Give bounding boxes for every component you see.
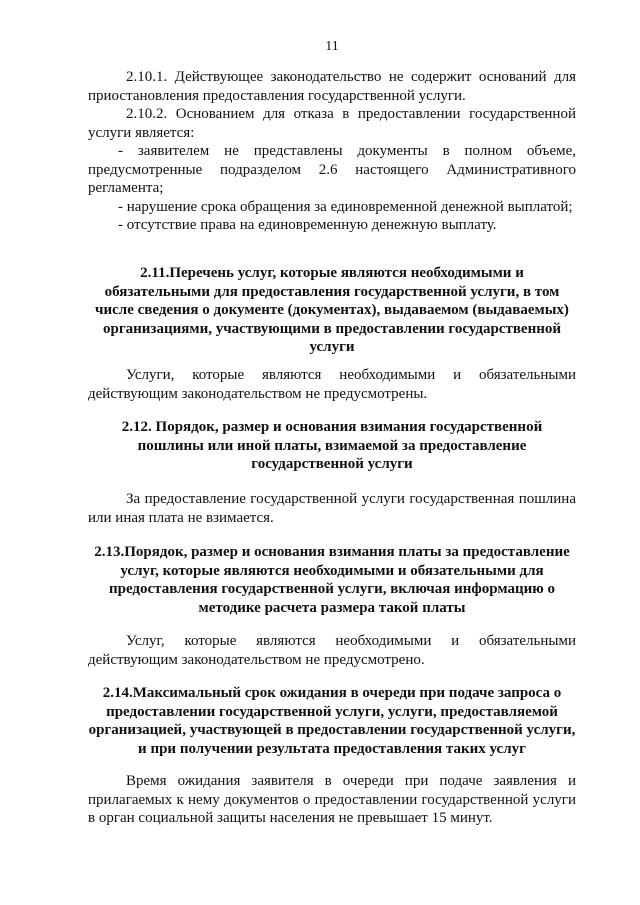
paragraph-2-10-2: 2.10.2. Основанием для отказа в предоставлении государственной услуги является: [88, 106, 576, 141]
section-heading: 2.12. Порядок, размер и основания взимания государственной пошлины или иной платы, взимаемой за предоставление государственной услуги [121, 419, 543, 472]
section-2-11 [88, 264, 576, 357]
section-2-13-body [88, 632, 576, 669]
section-body: Услуги, которые являются необходимыми и обязательными действующим законодательством не предусмотрены. [88, 367, 576, 402]
page-number: 11 [325, 39, 339, 54]
section-2-14 [88, 684, 576, 758]
list-item: - отсутствие права на единовременную денежную выплату. [118, 217, 497, 233]
section-heading: 2.14.Максимальный срок ожидания в очереди при подаче запроса о предоставлении государственной услуги, услуги, предоставляемой организацией, участвующей в предоставлении государственной услуги, и при получении результата предоставления таких услуг [88, 685, 576, 757]
clause-2-10 [88, 68, 576, 235]
section-heading: 2.11.Перечень услуг, которые являются необходимыми и обязательными для предоставления государственной услуги, в том числе сведения о документе (документах), выдаваемом (выдаваемых) организациями, участвующими в предоставлении государственной услуги [95, 265, 569, 355]
section-2-13 [88, 543, 576, 617]
section-body: Время ожидания заявителя в очереди при подаче заявления и прилагаемых к нему документов о предоставлении государственной услуги в орган социальной защиты населения не превышает 15 минут. [88, 773, 576, 826]
paragraph-2-10-1: 2.10.1. Действующее законодательство не содержит оснований для приостановления предоставления государственной услуги. [88, 69, 576, 104]
section-2-12 [88, 418, 576, 474]
section-heading: 2.13.Порядок, размер и основания взимания платы за предоставление услуг, которые являются необходимыми и обязательными для предоставления государственной услуги, включая информацию о методике расчета размера такой платы [94, 544, 570, 616]
list-item: - заявителем не представлены документы в полном объеме, предусмотренные подразделом 2.6 настоящего Административного регламента; [88, 143, 576, 196]
list-item: - нарушение срока обращения за единовременной денежной выплатой; [118, 198, 573, 215]
section-2-11-body [88, 366, 576, 403]
section-body: За предоставление государственной услуги государственная пошлина или иная плата не взимается. [88, 491, 576, 526]
section-body: Услуг, которые являются необходимыми и обязательными действующим законодательством не предусмотрено. [88, 633, 576, 668]
section-2-12-body [88, 490, 576, 527]
section-2-14-body [88, 772, 576, 828]
